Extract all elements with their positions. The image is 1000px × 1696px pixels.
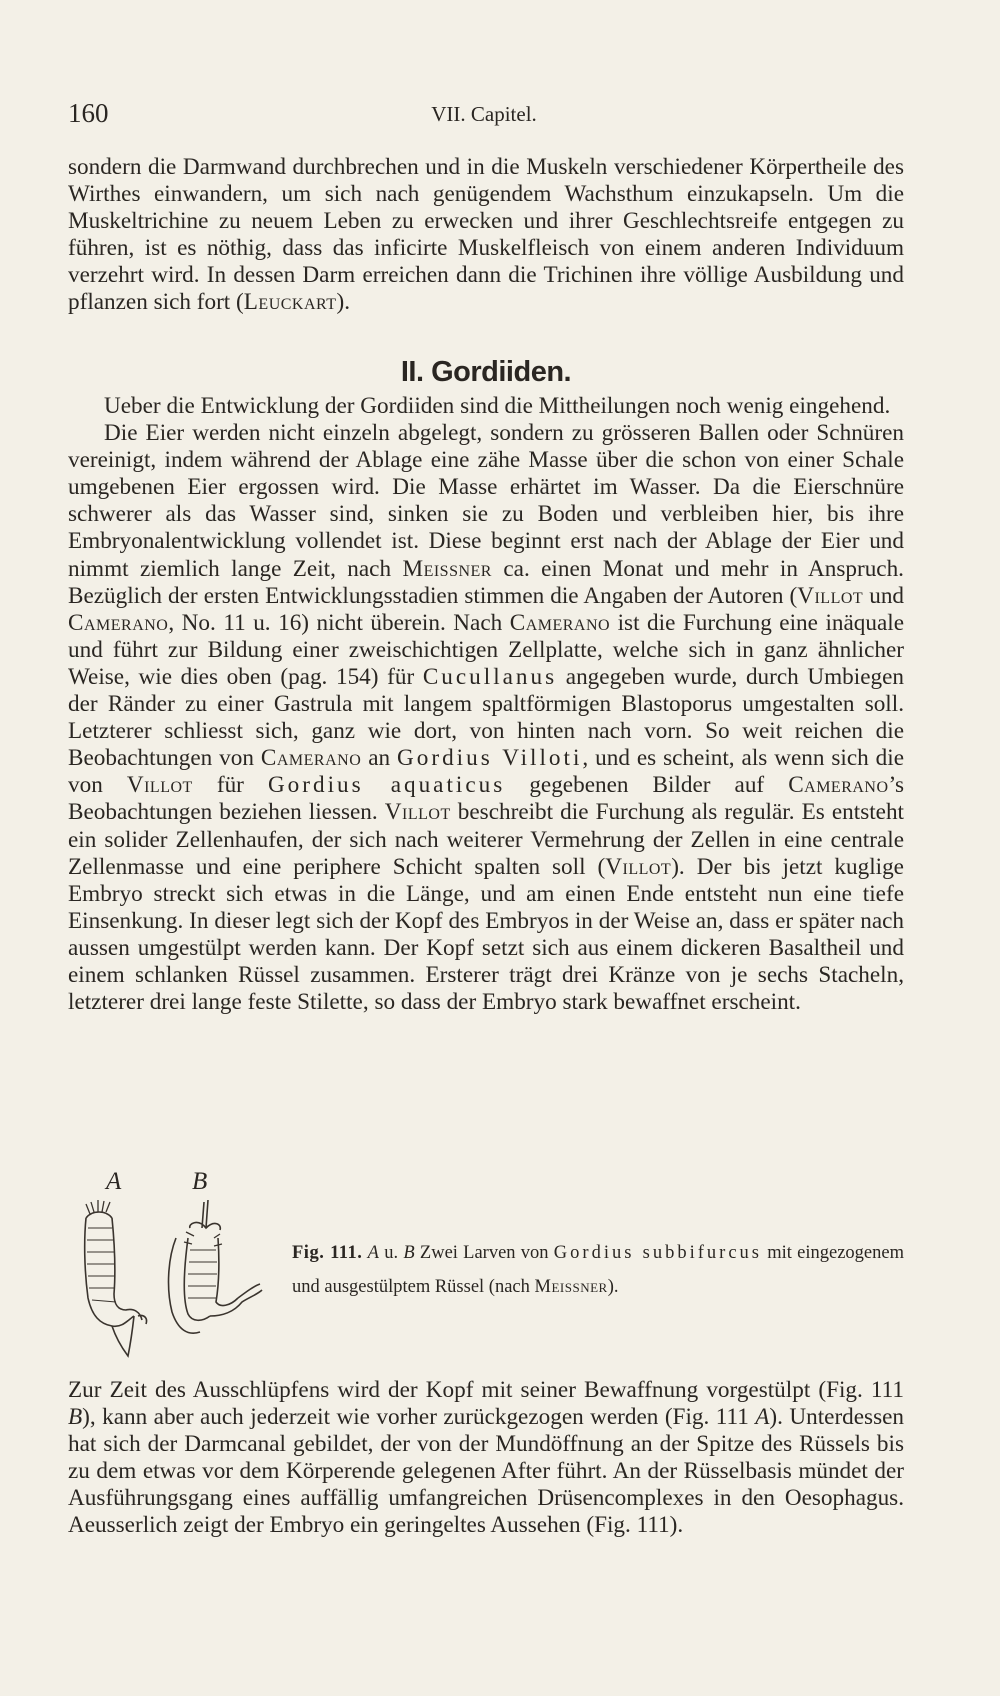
author-ref: Leuckart bbox=[243, 289, 337, 316]
species-name: Gordius Villoti bbox=[397, 745, 583, 772]
chapter-title: VII. Capitel. bbox=[431, 102, 537, 126]
running-header bbox=[68, 98, 900, 132]
author-ref: Villot bbox=[384, 799, 451, 826]
author-ref: Meissner bbox=[402, 555, 492, 582]
author-ref: Camerano bbox=[509, 609, 611, 636]
larva-b-illustration bbox=[162, 1198, 266, 1340]
author-ref: Camerano bbox=[788, 772, 889, 799]
paragraph-hatching bbox=[68, 1377, 904, 1540]
figure-caption: Fig. 111. A u. B Zwei Larven von Gordius subbifurcus mit eingezogenem und ausgestülptem Rüssel (nach Meissner). bbox=[292, 1243, 904, 1297]
author-ref: Villot bbox=[797, 582, 864, 609]
author-ref: Meissner bbox=[534, 1277, 608, 1297]
section-body bbox=[68, 393, 904, 1016]
figure-number: Fig. 111. bbox=[292, 1243, 363, 1263]
paragraph-2: Ueber die Entwicklung der Gordiiden sind die Mittheilungen noch wenig eingehend. bbox=[104, 393, 891, 419]
paragraph-4: Zur Zeit des Ausschlüpfens wird der Kopf mit seiner Bewaffnung vorgestülpt (Fig. 111 B), kann aber auch jederzeit wie vorher zurückgezogen werden (Fig. 111 A). Unterdessen hat sich der Darmcanal gebildet, der von der Mundöffnung an der Spitze des Rüssels bis zu dem etwas vor dem Körperende gelegenen After führt. An der Rüsselbasis mündet der Ausführungsgang eines auffällig umfangreichen Drüsencomplexes in den Oesophagus. Aeusserlich zeigt der Embryo ein geringeltes Aussehen (Fig. 111). bbox=[68, 1377, 904, 1539]
figure-label-b: B bbox=[192, 1168, 208, 1195]
page-number: 160 bbox=[68, 98, 109, 128]
larva-a-illustration bbox=[78, 1198, 154, 1358]
genus-name: Cucullanus bbox=[422, 663, 558, 690]
paragraph-1: sondern die Darmwand durchbrechen und in die Muskeln verschiedener Körpertheile des Wirthes einwandern, um sich nach genügendem Wachsthum einzukapseln. Um die Muskeltrichine zu neuem Leben zu erwecken und ihrer Geschlechtsreife entgegen zu führen, ist es nöthig, dass das inficirte Muskelfleisch von einem anderen Individuum verzehrt wird. In dessen Darm erreichen dann die Trichinen ihre völlige Ausbildung und pflanzen sich fort (Leuckart). bbox=[68, 154, 904, 316]
species-name: Gordius subbifurcus bbox=[553, 1243, 762, 1263]
paragraph-trichinen bbox=[68, 154, 904, 317]
author-ref: Camerano bbox=[260, 745, 362, 772]
figure-label-a: A bbox=[106, 1168, 122, 1195]
section-heading: II. Gordiiden. bbox=[400, 356, 572, 388]
author-ref: Villot bbox=[605, 853, 672, 880]
paragraph-3: Die Eier werden nicht einzeln abgelegt, sondern zu grösseren Ballen oder Schnüren vereinigt, indem während der Ablage eine zähe Masse über die schon von einer Schale umgebenen Eier ergossen wird. Die Masse erhärtet im Wasser. Da die Eierschnüre schwerer als das Wasser sind, sinken sie zu Boden und verbleiben hier, bis ihre Embryonalentwicklung vollendet ist. Diese beginnt erst nach der Ablage der Eier und nimmt ziemlich lange Zeit, nach Meissner ca. einen Monat und mehr in Anspruch. Bezüglich der ersten Entwicklungsstadien stimmen die Angaben der Autoren (Villot und Camerano, No. 11 u. 16) nicht überein. Nach Camerano ist die Furchung eine inäquale und führt zur Bildung einer zweischichtigen Zellplatte, welche sich in ganz ähnlicher Weise, wie dies oben (pag. 154) für Cucullanus angegeben wurde, durch Umbiegen der Ränder zu einer Gastrula mit langem spaltförmigen Blastoporus umgestalten soll. Letzterer schliesst sich, ganz wie dort, von hinten nach vorn. So weit reichen die Beobachtungen von Camerano an Gordius Villoti, und es scheint, als wenn sich die von Villot für Gordius aquaticus gegebenen Bilder auf Camerano’s Beobachtungen beziehen liessen. Villot beschreibt die Furchung als regulär. Es entsteht ein solider Zellenhaufen, der sich nach weiterer Vermehrung der Zellen in eine centrale Zellenmasse und eine periphere Schicht spalten soll (Villot). Der bis jetzt kuglige Embryo streckt sich etwas in die Länge, und am einen Ende entsteht nun eine tiefe Einsenkung. In dieser legt sich der Kopf des Embryos in der Weise an, dass er später nach aussen umgestülpt werden kann. Der Kopf setzt sich aus einem dickeren Basaltheil und einem schlanken Rüssel zusammen. Ersterer trägt drei Kränze von je sechs Stacheln, letzterer drei lange feste Stilette, so dass der Embryo stark bewaffnet erscheint. bbox=[68, 420, 905, 1016]
author-ref: Camerano bbox=[68, 609, 169, 636]
author-ref: Villot bbox=[126, 772, 193, 799]
species-name: Gordius aquaticus bbox=[267, 772, 506, 799]
